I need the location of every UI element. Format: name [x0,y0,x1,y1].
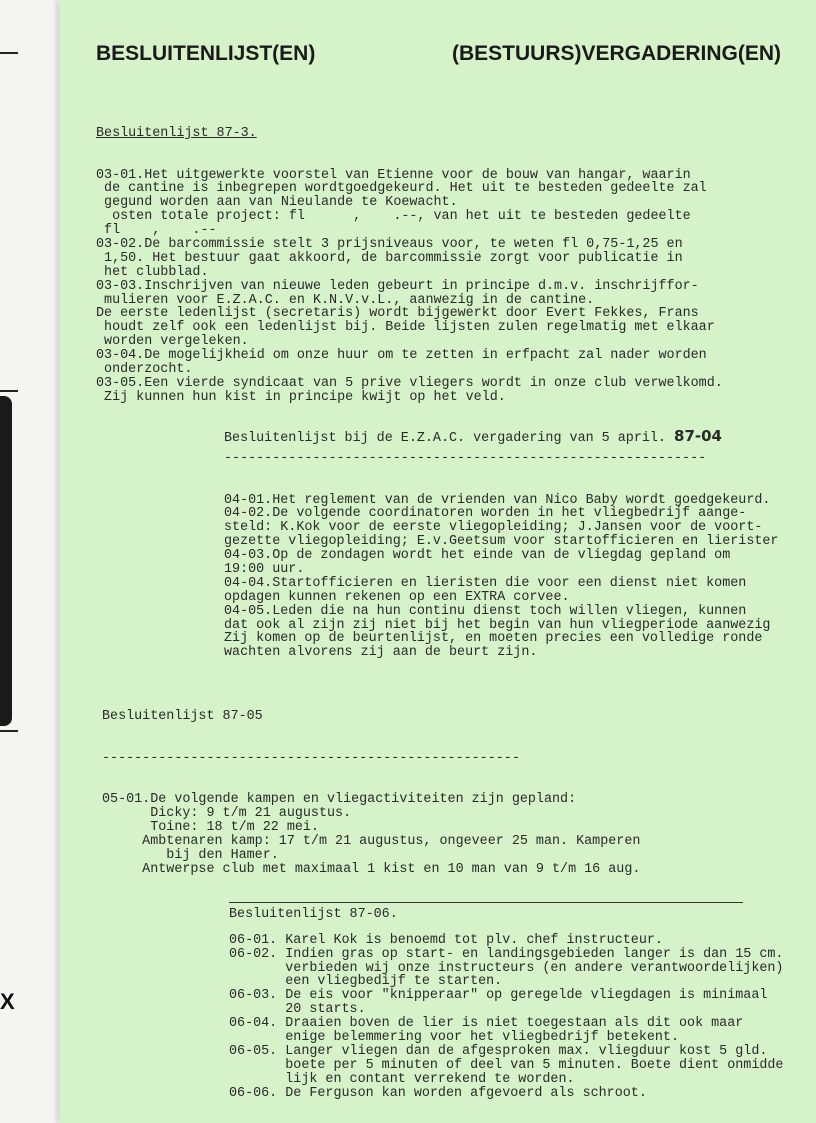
section-heading: Besluitenlijst 87-3. [96,125,257,141]
document-line: gezette vliegopleiding; E.v.Geetsum voor startofficieren en lierister [224,534,779,550]
section-87-3 [96,99,723,419]
document-line: 06-05. Langer vliegen dan de afgesproken max. vliegduur kost 5 gld. [229,1043,768,1059]
document-line: 19:00 uur. [224,561,305,577]
document-line: Toine: 18 t/m 22 mei. [102,820,319,835]
document-line: fl , .-- [96,223,217,239]
document-line: 04-03.Op de zondagen wordt het einde van de vliegdag gepland om [224,548,731,564]
document-line: 06-06. De Ferguson kan worden afgevoerd als schroot. [229,1085,647,1101]
document-line: 06-03. De eis voor "knipperaar" op geregelde vliegdagen is minimaal [229,988,768,1004]
document-line: Zij komen op de beurtenlijst, en moeten precies een volledige ronde [224,631,763,647]
binder-rule [0,730,18,732]
document-line: boete per 5 minuten of deel van 5 minuten. Boete dient onmidde [229,1057,784,1073]
section-heading: Besluitenlijst 87-05 [102,708,263,724]
binder-rule [0,52,18,54]
document-line: enige belemmering voor het vliegbedrijf betekent. [229,1030,679,1046]
section-heading: Besluitenlijst 87-06. [229,906,398,922]
document-line: verbieden wij onze instructeurs (en andere verantwoordelijken) [229,960,784,976]
document-line: mulieren voor E.Z.A.C. en K.N.V.v.L., aanwezig in de cantine. [96,292,595,308]
binder-edge [0,0,58,1123]
section-divider [229,902,743,903]
document-line: gegund worden aan van Nieulande te Koewacht. [96,195,458,211]
document-line: opdagen kunnen rekenen op een EXTRA corvee. [224,589,570,605]
document-line: de cantine is inbegrepen wordtgoedgekeurd. Het uit te besteden gedeelte zal [96,181,707,197]
document-line: osten totale project: fl , .--, van het uit te besteden gedeelte [96,209,691,225]
document-line: Dicky: 9 t/m 21 augustus. [102,806,352,822]
document-line: 03-05.Een vierde syndicaat van 5 prive vliegers wordt in onze club verwelkomd. [96,375,723,391]
document-line: een vliegbedijf te starten. [229,974,503,990]
handwritten-note: 87-04 [674,426,722,445]
document-line: Antwerpse club met maximaal 1 kist en 10 man van 9 t/m 16 aug. [102,861,641,877]
document-line: bij den Hamer. [102,847,279,863]
document-line: 04-04.Startofficieren en lieristen die voor een dienst niet komen [224,575,747,591]
document-line: 03-02.De barcommissie stelt 3 prijsniveaus voor, te weten fl 0,75-1,25 en [96,236,683,252]
section-heading: Besluitenlijst bij de E.Z.A.C. vergadering van 5 april. [224,430,666,446]
document-line: 03-01.Het uitgewerkte voorstel van Etienne voor de bouw van hangar, waarin [96,167,691,183]
section-87-4-body [224,424,778,674]
page-title-right: (BESTUURS)VERGADERING(EN) [452,42,782,65]
document-line: 06-01. Karel Kok is benoemd tot plv. chef instructeur. [229,932,663,948]
document-line: 04-02.De volgende coordinatoren worden in het vliegbedrijf aange- [224,506,747,522]
document-line: Ambtenaren kamp: 17 t/m 21 augustus, ongeveer 25 man. Kamperen [102,833,641,849]
document-line: 20 starts. [229,1002,366,1018]
document-line: wachten alvorens zij aan de beurt zijn. [224,645,538,661]
section-separator: ---------------------------------------------------- [102,750,520,766]
binder-rule [0,390,18,392]
document-line: steld: K.Kok voor de eerste vliegopleiding; J.Jansen voor de voort- [224,520,763,536]
page-title-left: BESLUITENLIJST(EN) [96,42,316,65]
document-line: 04-01.Het reglement van de vrienden van Nico Baby wordt goedgekeurd. [224,492,771,508]
section-87-6-body [229,906,783,1114]
section-separator: ------------------------------------------------------------ [224,450,707,466]
section-lines [96,169,723,405]
section-lines [229,934,783,1101]
document-line: 05-01.De volgende kampen en vliegactiviteiten zijn gepland: [102,792,577,808]
document-line: De eerste ledenlijst (secretaris) wordt bijgewerkt door Evert Fekkes, Frans [96,306,699,322]
binder-edge-glyph: X [0,989,15,1014]
document-line: onderzocht. [96,361,193,377]
document-line: Zij kunnen hun kist in principe kwijt op het veld. [96,389,506,405]
document-line: dat ook al zijn zij niet bij het begin van hun vliegperiode aanwezig [224,617,771,633]
document-line: 1,50. Het bestuur gaat akkoord, de barcommissie zorgt voor publicatie in [96,250,683,266]
document-line: 03-03.Inschrijven van nieuwe leden gebeurt in principe d.m.v. inschrijffor- [96,278,699,294]
section-lines [102,793,640,876]
document-line: 03-04.De mogelijkheid om onze huur om te zetten in erfpacht zal nader worden [96,348,707,364]
document-line: houdt zelf ook een ledenlijst bij. Beide lijsten zulen regelmatig met elkaar [96,320,715,336]
document-line: 06-02. Indien gras op start- en landingsgebieden langer is dan 15 cm. [229,946,784,962]
section-lines [224,494,778,661]
document-line: lijk en contant verrekend te worden. [229,1071,575,1087]
document-line: 04-05.Leden die na hun continu dienst toch willen vliegen, kunnen [224,603,747,619]
document-line: 06-04. Draaien boven de lier is niet toegestaan als dit ook maar [229,1016,744,1032]
binder-tab [0,396,12,726]
document-line: het clubblad. [96,264,209,280]
section-87-5 [102,682,640,890]
document-line: worden vergeleken. [96,334,249,350]
